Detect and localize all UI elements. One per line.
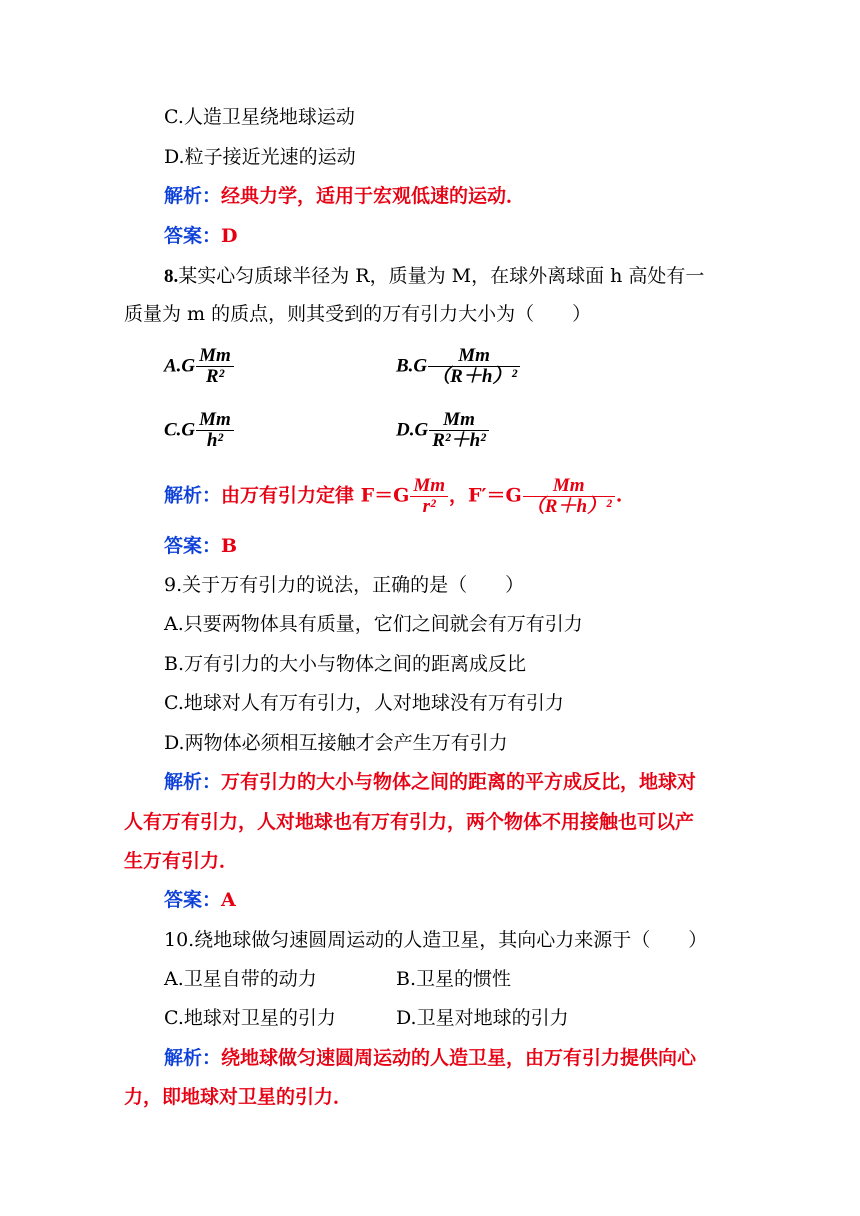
q8-option-b-prefix: B.G [396, 355, 428, 377]
fraction-denominator: R²＋h² [432, 430, 486, 451]
analysis-mid: ，F′＝G [449, 484, 522, 507]
fraction-denominator: （R＋h）² [431, 366, 518, 387]
q9-answer [164, 888, 236, 912]
fraction-denominator: R² [205, 366, 225, 387]
q8-stem-line1 [164, 264, 704, 289]
answer-value: A [221, 889, 236, 911]
q7-option-d: D.粒子接近光速的运动 [164, 146, 356, 168]
q8-analysis [164, 476, 622, 517]
q7-answer [164, 224, 238, 248]
analysis-end: . [615, 484, 623, 507]
analysis-text: 经典力学，适用于宏观低速的运动． [221, 185, 526, 207]
q8-option-d-prefix: D.G [396, 419, 429, 441]
fraction-denominator: h² [206, 430, 224, 451]
analysis-text: 绕地球做匀速圆周运动的人造卫星，由万有引力提供向心 [221, 1047, 697, 1069]
q9-option-a: A.只要两物体具有质量，它们之间就会有万有引力 [164, 613, 583, 635]
q8-option-d [396, 410, 490, 451]
fraction-denominator: r² [422, 496, 436, 517]
q10-option-b: B.卫星的惯性 [396, 968, 512, 990]
q8-option-a-prefix: A.G [164, 355, 196, 377]
q8-option-b [396, 346, 521, 387]
fraction-numerator: Mm [410, 476, 448, 497]
q8-answer [164, 534, 237, 558]
q9-analysis-line2: 人有万有引力，人对地球也有万有引力，两个物体不用接触也可以产 [124, 811, 695, 833]
analysis-label: 解析： [164, 484, 222, 507]
analysis-label: 解析： [164, 771, 222, 793]
q9-analysis-line1 [164, 770, 696, 794]
q8-option-a-fraction [196, 346, 234, 387]
fraction-denominator: （R＋h）² [525, 496, 612, 517]
q8-option-c-prefix: C.G [164, 419, 196, 441]
q8-option-b-fraction [428, 346, 520, 387]
answer-value: D [221, 225, 238, 247]
analysis-label: 解析： [164, 1047, 222, 1069]
q9-option-d: D.两物体必须相互接触才会产生万有引力 [164, 732, 508, 754]
q8-option-c-fraction [196, 410, 234, 451]
q10-analysis-line1 [164, 1046, 696, 1070]
answer-label: 答案： [164, 535, 222, 557]
q9-option-c: C.地球对人有万有引力，人对地球没有万有引力 [164, 692, 564, 714]
analysis-text: 由万有引力定律 F＝G [221, 484, 410, 507]
q9-stem: 9.关于万有引力的说法，正确的是（ ） [164, 574, 525, 596]
q10-option-d: D.卫星对地球的引力 [396, 1007, 569, 1029]
answer-label: 答案： [164, 889, 222, 911]
q8-stem-line2: 质量为 m 的质点，则其受到的万有引力大小为（ ） [124, 303, 592, 325]
answer-label: 答案： [164, 225, 222, 247]
q8-option-d-fraction [429, 410, 489, 451]
answer-value: B [221, 535, 238, 557]
q8-number: 8. [164, 266, 179, 287]
q10-option-c: C.地球对卫星的引力 [164, 1007, 336, 1029]
analysis-label: 解析： [164, 185, 222, 207]
fraction-numerator: Mm [196, 410, 234, 431]
q8-stem-text1: 某实心匀质球半径为 R，质量为 M，在球外离球面 h 高处有一 [178, 265, 705, 287]
fraction-numerator: Mm [196, 346, 234, 367]
q10-option-a: A.卫星自带的动力 [164, 968, 317, 990]
analysis-fraction-1 [410, 476, 448, 517]
q9-analysis-line3: 生万有引力． [124, 850, 239, 872]
q7-analysis [164, 184, 525, 208]
fraction-numerator: Mm [429, 410, 489, 431]
fraction-numerator: Mm [428, 346, 520, 367]
q10-analysis-line2: 力，即地球对卫星的引力． [124, 1086, 353, 1108]
q9-option-b: B.万有引力的大小与物体之间的距离成反比 [164, 653, 527, 675]
q8-option-c [164, 410, 235, 451]
analysis-fraction-2 [523, 476, 615, 517]
q7-option-c: C.人造卫星绕地球运动 [164, 106, 355, 128]
fraction-numerator: Mm [523, 476, 615, 497]
q10-stem: 10.绕地球做匀速圆周运动的人造卫星，其向心力来源于（ ） [164, 929, 708, 951]
analysis-text: 万有引力的大小与物体之间的距离的平方成反比，地球对 [221, 771, 697, 793]
q8-option-a [164, 346, 235, 387]
